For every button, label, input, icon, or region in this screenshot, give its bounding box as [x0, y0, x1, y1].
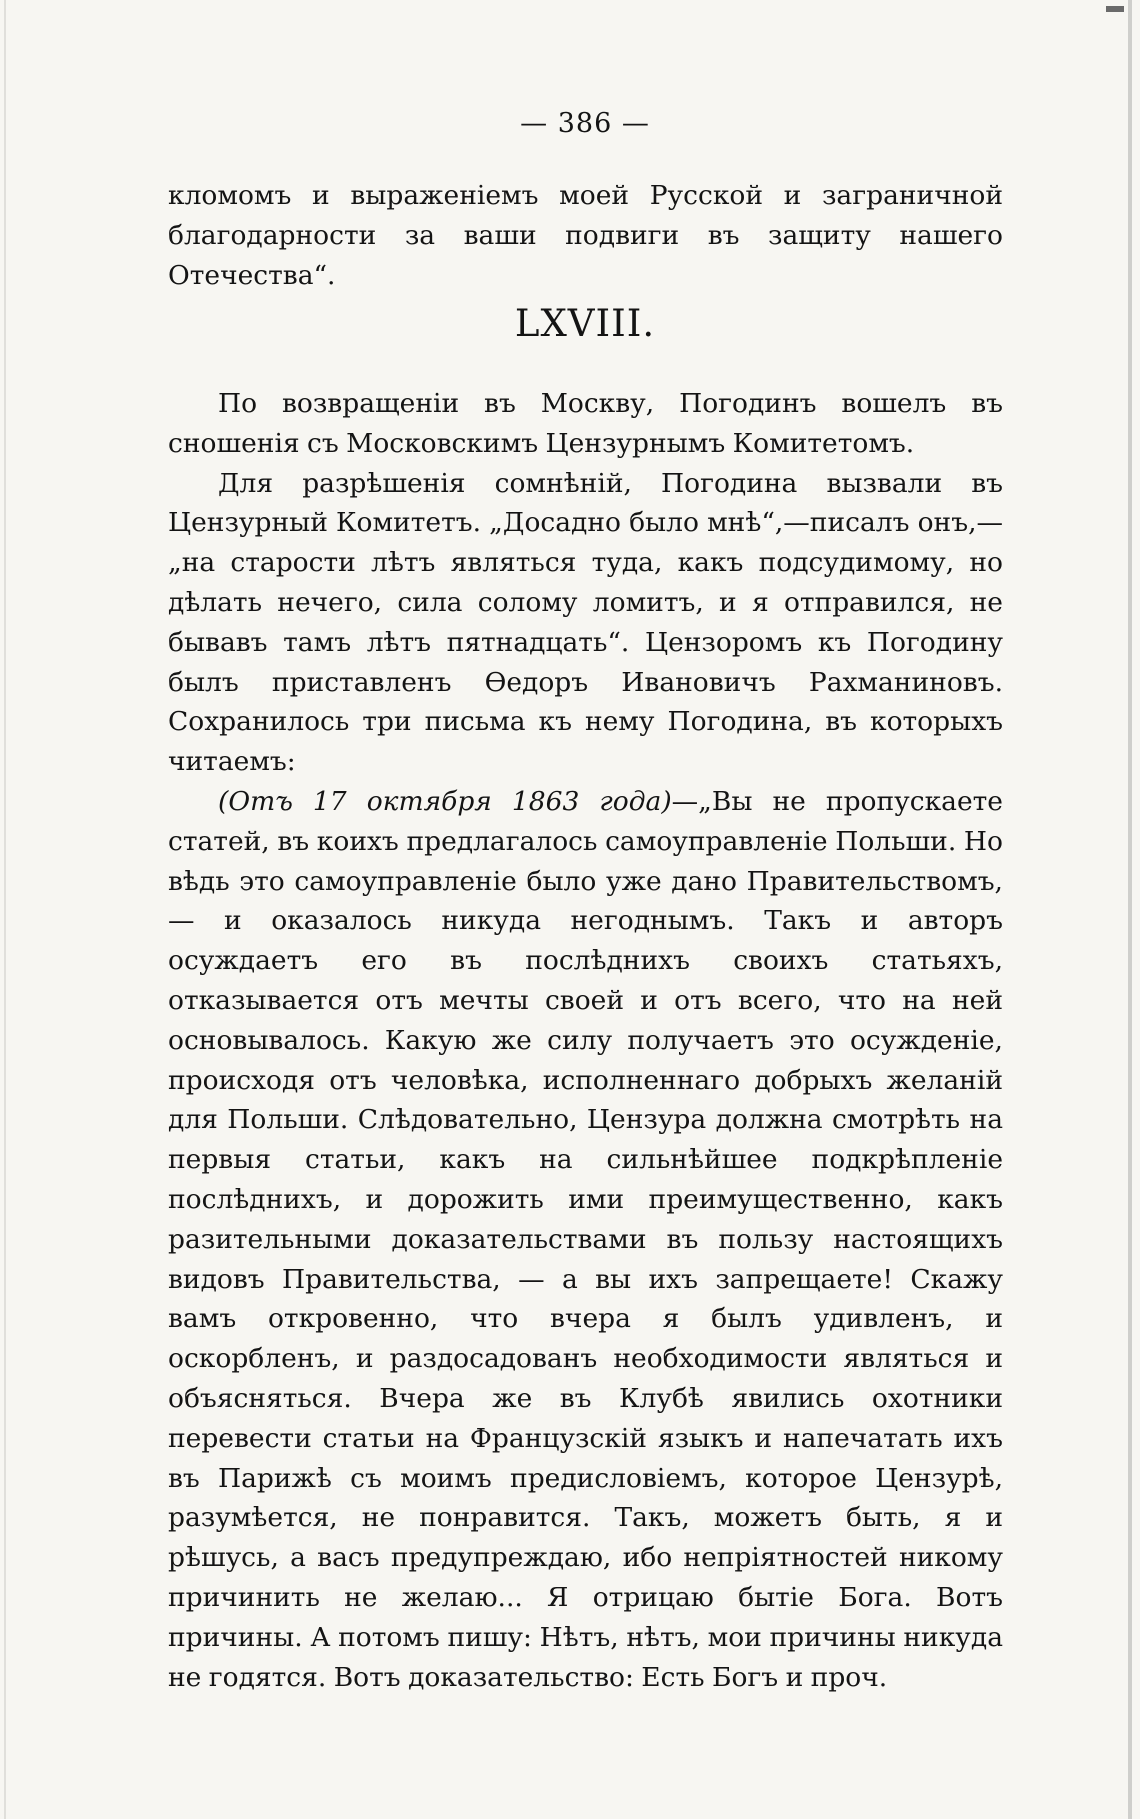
- letter-date: (Отъ 17 октября 1863 года): [218, 785, 672, 817]
- chapter-heading: LXVIII.: [514, 302, 656, 345]
- continuation-paragraph: [168, 176, 1003, 295]
- scan-edge-mark: [1128, 0, 1132, 1819]
- chapter-body: [168, 384, 1003, 1697]
- paragraph-3: [168, 782, 1003, 1697]
- paragraph-1: По возвращеніи въ Москву, Погодинъ вошелъ въ сношенія съ Московскимъ Цензурнымъ Комитетомъ.: [168, 388, 1003, 459]
- paragraph-2: Для разрѣшенія сомнѣній, Погодина вызвали въ Цензурный Комитетъ. „Досадно было мнѣ“,—писалъ онъ,—„на старости лѣтъ являться туда, какъ подсудимому, но дѣлать нечего, сила солому ломитъ, и я отправился, не бывавъ тамъ лѣтъ пятнадцать“. Цензоромъ къ Погодину былъ приставленъ Өедоръ Ивановичъ Рахманиновъ. Сохранилось три письма къ нему Погодина, въ которыхъ читаемъ:: [168, 467, 1003, 778]
- scan-edge-mark: [4, 0, 6, 1819]
- page-number: — 386 —: [520, 108, 650, 139]
- scan-edge-mark: [1106, 6, 1124, 12]
- letter-text: —„Вы не пропускаете статей, въ коихъ предлагалось самоуправленіе Польши. Но вѣдь это самоуправленіе было уже дано Правительствомъ, — и оказалось никуда негоднымъ. Такъ и авторъ осуждаетъ его въ послѣднихъ своихъ статьяхъ, отказывается отъ мечты своей и отъ всего, что на ней основывалось. Какую же силу получаетъ это осужденіе, происходя отъ человѣка, исполненнаго добрыхъ желаній для Польши. Слѣдовательно, Цензура должна смотрѣть на первыя статьи, какъ на сильнѣйшее подкрѣпленіе послѣднихъ, и дорожить ими преимущественно, какъ разительными доказательствами въ пользу настоящихъ видовъ Правительства, — а вы ихъ запрещаете! Скажу вамъ откровенно, что вчера я былъ удивленъ, и оскорбленъ, и раздосадованъ необходимости являться и объясняться. Вчера же въ Клубѣ явились охотники перевести статьи на Французскій языкъ и напечатать ихъ въ Парижѣ съ моимъ предисловіемъ, которое Цензурѣ, разумѣется, не понравится. Такъ, можетъ быть, я и рѣшусь, а васъ предупреждаю, ибо непріятностей никому причинить не желаю... Я отрицаю бытіе Бога. Вотъ причины. А потомъ пишу: Нѣтъ, нѣтъ, мои причины никуда не годятся. Вотъ доказательство: Есть Богъ и проч.: [168, 785, 1003, 1693]
- continuation-text: кломомъ и выраженіемъ моей Русской и заграничной благодарности за ваши подвиги въ защиту нашего Отечества“.: [168, 180, 1003, 291]
